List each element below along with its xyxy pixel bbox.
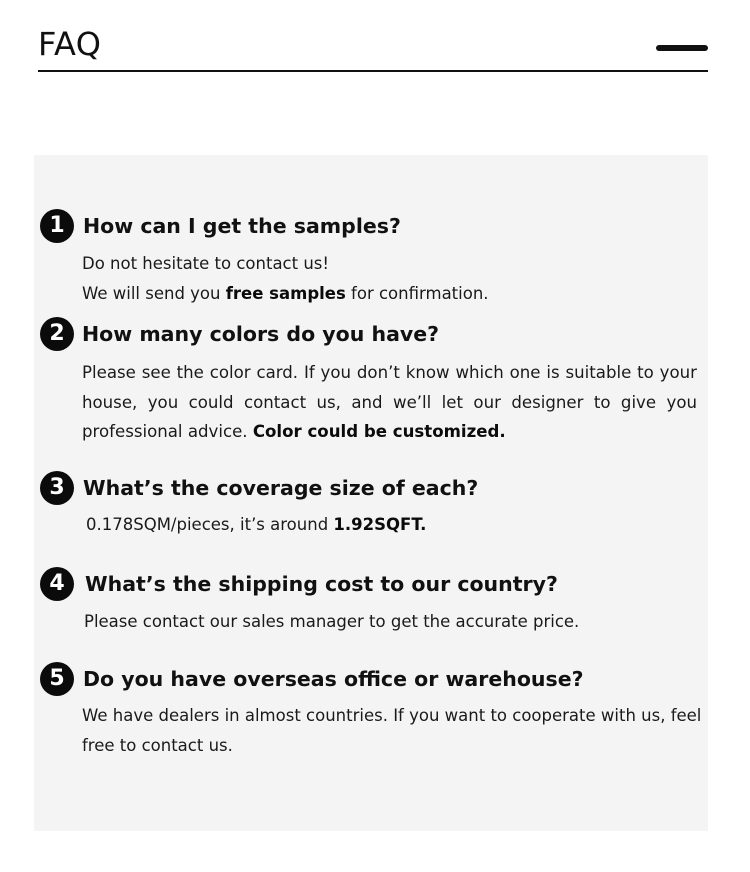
faq-question: How can I get the samples?: [83, 214, 401, 238]
faq-answer: [84, 607, 579, 637]
faq-question: How many colors do you have?: [82, 322, 440, 346]
answer-line: Please contact our sales manager to get the accurate price.: [84, 612, 580, 631]
page-title: FAQ: [38, 25, 102, 63]
answer-text: 0.178SQM/pieces, it’s around: [86, 515, 334, 534]
answer-line: [86, 510, 426, 540]
faq-header: [38, 22, 708, 74]
answer-text: We will send you: [82, 283, 226, 303]
number-badge: 2: [40, 317, 74, 351]
answer-text: We have dealers in almost countries. If you want to cooperate with us, feel free to contact us.: [82, 706, 702, 755]
faq-question: What’s the shipping cost to our country?: [85, 572, 558, 596]
answer-text: Please see the color card. If you don’t know which one is suitable to your house, you could contact us, and we’ll let our designer to give you professional advice.: [82, 363, 697, 441]
number-badge: 1: [40, 209, 74, 243]
answer-text: for confirmation.: [345, 283, 489, 303]
answer-emphasis: Color could be customized.: [252, 422, 506, 441]
faq-panel: [34, 155, 708, 831]
number-badge: 3: [40, 471, 74, 505]
answer-emphasis: 1.92SQFT.: [333, 515, 427, 534]
answer-line: [82, 279, 489, 309]
faq-answer: [82, 249, 489, 308]
faq-answer: [82, 358, 697, 447]
number-badge: 4: [40, 567, 74, 601]
number-badge: 5: [40, 662, 74, 696]
answer-emphasis: free samples: [225, 283, 346, 303]
faq-answer: [82, 701, 702, 760]
divider: [38, 70, 708, 72]
faq-question: Do you have overseas office or warehouse?: [83, 667, 584, 691]
faq-question: What’s the coverage size of each?: [83, 476, 479, 500]
answer-line: Do not hesitate to contact us!: [82, 254, 330, 273]
faq-answer: [86, 510, 426, 540]
hamburger-menu-icon[interactable]: [656, 45, 708, 51]
